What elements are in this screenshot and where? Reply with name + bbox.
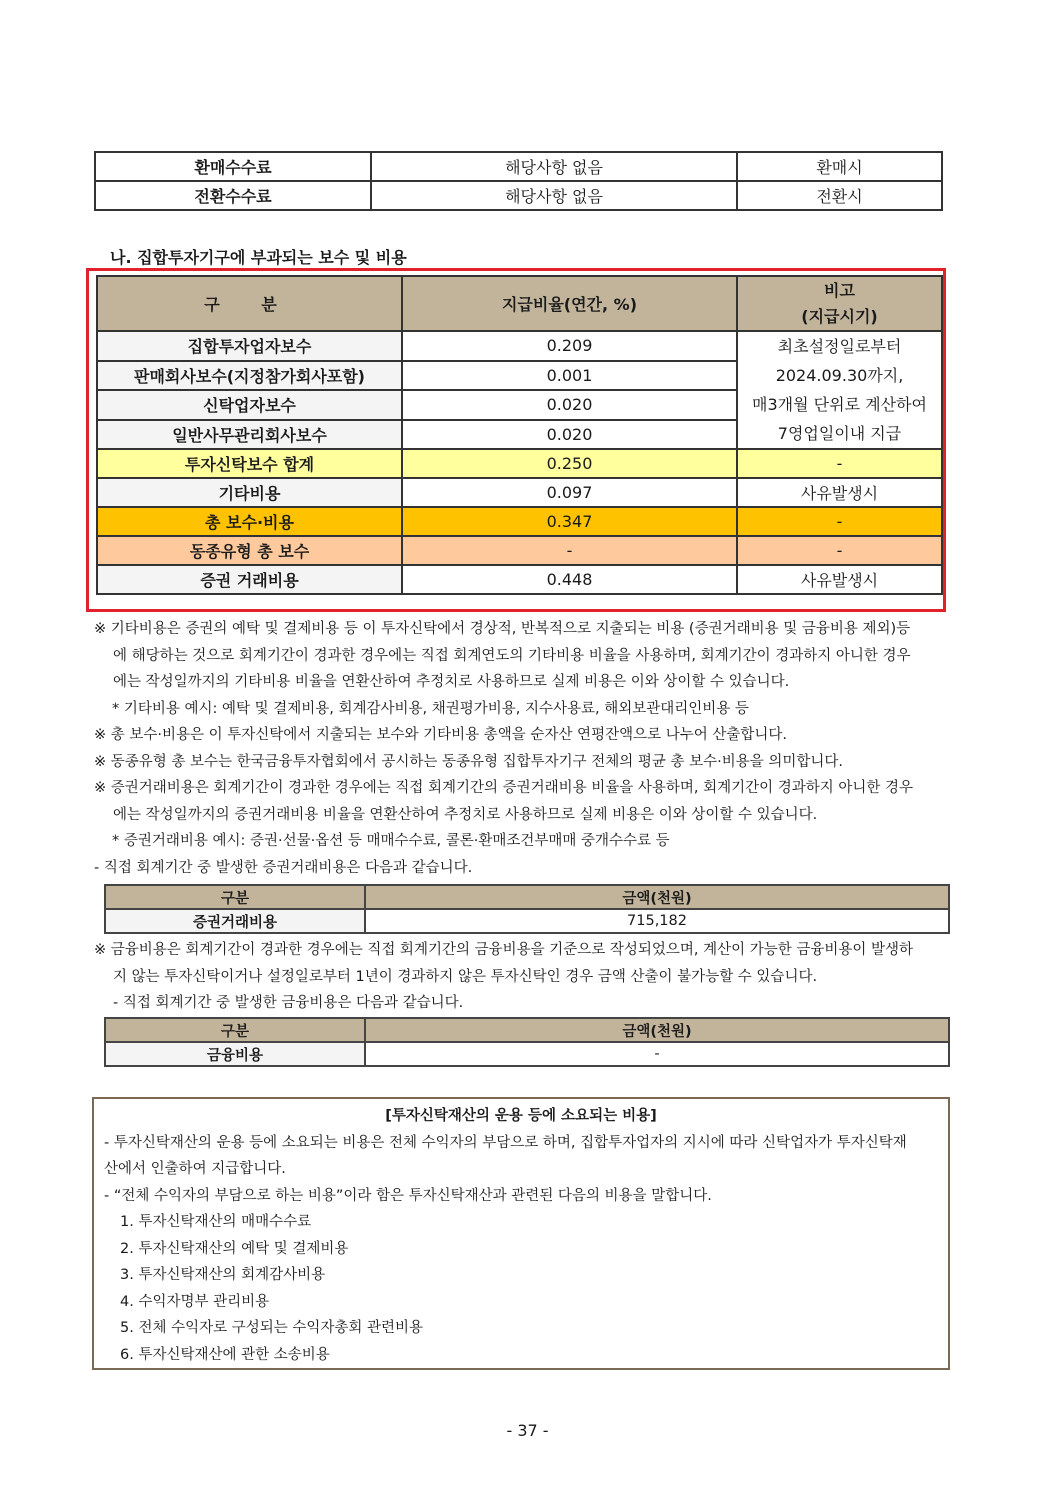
payment-timing-remark: [737, 331, 942, 449]
box-title: [투자신탁재산의 운용 등에 소요되는 비용]: [385, 1108, 657, 1124]
row-value: 0.347: [402, 507, 737, 536]
row-label: 투자신탁보수 합계: [97, 449, 402, 478]
box-line: 산에서 인출하여 지급합니다.: [104, 1161, 286, 1177]
table-row: [97, 507, 942, 536]
row-value: 0.001: [402, 361, 737, 391]
remark-line: 7영업일이내 지급: [777, 424, 902, 443]
row-label: 총 보수·비용: [97, 507, 402, 536]
row-label: 금융비용: [105, 1042, 365, 1066]
header-remark: [737, 276, 942, 331]
header-remark-line2: (지급시기): [801, 306, 878, 326]
row-value: 0.209: [402, 331, 737, 361]
row-label: 일반사무관리회사보수: [97, 420, 402, 450]
list-item: 6. 투자신탁재산에 관한 소송비용: [120, 1346, 330, 1363]
box-line: - 투자신탁재산의 운용 등에 소요되는 비용은 전체 수익자의 부담으로 하며, 집합투자업자의 지시에 따라 신탁업자가 투자신탁재: [104, 1134, 907, 1151]
row-value: 0.097: [402, 478, 737, 507]
header-remark-line1: 비고: [824, 280, 855, 300]
note-line: ※ 기타비용은 증권의 예탁 및 결제비용 등 이 투자신탁에서 경상적, 반복적으로 지출되는 비용 (증권거래비용 및 금융비용 제외)등: [94, 621, 911, 637]
redemption-fee-table: [94, 151, 943, 211]
note-line: * 기타비용 예시: 예탁 및 결제비용, 회계감사비용, 채권평가비용, 지수사용료, 해외보관대리인비용 등: [112, 700, 749, 717]
header-category: 구분: [105, 885, 365, 909]
remark-line: 매3개월 단위로 계산하여: [752, 395, 927, 414]
row-label: 판매회사보수(지정참가회사포함): [97, 361, 402, 391]
note-line: ※ 동종유형 총 보수는 한국금융투자협회에서 공시하는 동종유형 집합투자기구 전체의 평균 총 보수·비용을 의미합니다.: [94, 753, 844, 770]
row-label: 집합투자업자보수: [97, 331, 402, 361]
header-rate: 지급비율(연간, %): [402, 276, 737, 331]
table-row: [97, 536, 942, 565]
fee-value: 해당사항 없음: [371, 181, 737, 210]
list-item: 5. 전체 수익자로 구성되는 수익자총회 관련비용: [120, 1320, 424, 1336]
table-row: [105, 909, 949, 933]
row-label: 동종유형 총 보수: [97, 536, 402, 565]
note-line: 지 않는 투자신탁이거나 설정일로부터 1년이 경과하지 않은 투자신탁인 경우 금액 산출이 불가능할 수 있습니다.: [113, 968, 818, 985]
row-value: 0.250: [402, 449, 737, 478]
fees-and-costs-table: [96, 275, 943, 595]
row-value: 715,182: [365, 909, 949, 933]
note-line: 에는 작성일까지의 증권거래비용 비율을 연환산하여 추정치로 사용하므로 실제 비용은 이와 상이할 수 있습니다.: [113, 806, 818, 823]
finance-cost-notes: [94, 937, 954, 1017]
header-amount: 금액(천원): [365, 885, 949, 909]
remark-line: 최초설정일로부터: [777, 337, 902, 356]
note-line: 에 해당하는 것으로 회계기간이 경과한 경우에는 직접 회계연도의 기타비용 비율을 사용하며, 회계기간이 경과하지 아니한 경우: [113, 647, 911, 664]
fee-label: 전환수수료: [95, 181, 371, 210]
row-value: 0.020: [402, 420, 737, 450]
row-label: 증권거래비용: [105, 909, 365, 933]
box-line: - “전체 수익자의 부담으로 하는 비용”이라 함은 투자신탁재산과 관련된 다음의 비용을 말합니다.: [104, 1187, 712, 1204]
row-value: -: [402, 536, 737, 565]
table-header-row: [105, 885, 949, 909]
row-label: 증권 거래비용: [97, 565, 402, 594]
fee-timing: 환매시: [737, 152, 942, 181]
table-header-row: [97, 276, 942, 331]
row-remark: -: [737, 507, 942, 536]
header-amount: 금액(천원): [365, 1018, 949, 1042]
note-line: * 증권거래비용 예시: 증권·선물·옵션 등 매매수수료, 콜론·환매조건부매매 중개수수료 등: [112, 833, 670, 849]
row-label: 기타비용: [97, 478, 402, 507]
securities-cost-table: [104, 884, 950, 934]
note-line: ※ 총 보수·비용은 이 투자신탁에서 지출되는 보수와 기타비용 총액을 순자산 연평잔액으로 나누어 산출합니다.: [94, 727, 787, 743]
table-row: [97, 449, 942, 478]
table-row: [105, 1042, 949, 1066]
fee-value: 해당사항 없음: [371, 152, 737, 181]
page-number: - 37 -: [506, 1421, 549, 1440]
fee-label: 환매수수료: [95, 152, 371, 181]
header-category: 구 분: [97, 276, 402, 331]
note-line: - 직접 회계기간 중 발생한 금융비용은 다음과 같습니다.: [113, 995, 464, 1011]
row-value: 0.448: [402, 565, 737, 594]
note-line: ※ 증권거래비용은 회계기간이 경과한 경우에는 직접 회계기간의 증권거래비용 비율을 사용하며, 회계기간이 경과하지 아니한 경우: [94, 780, 914, 796]
note-line: - 직접 회계기간 중 발생한 증권거래비용은 다음과 같습니다.: [94, 859, 473, 876]
row-label: 신탁업자보수: [97, 390, 402, 420]
footnotes: [94, 616, 954, 881]
table-row: [95, 181, 942, 210]
finance-cost-table: [104, 1017, 950, 1067]
section-title: 나. 집합투자기구에 부과되는 보수 및 비용: [110, 248, 407, 267]
table-header-row: [105, 1018, 949, 1042]
row-remark: -: [737, 536, 942, 565]
list-item: 1. 투자신탁재산의 매매수수료: [120, 1214, 312, 1230]
operating-costs-box: [92, 1097, 950, 1370]
note-line: 에는 작성일까지의 기타비용 비율을 연환산하여 추정치로 사용하므로 실제 비용은 이와 상이할 수 있습니다.: [113, 674, 790, 690]
table-row: [97, 478, 942, 507]
list-item: 2. 투자신탁재산의 예탁 및 결제비용: [120, 1240, 349, 1257]
table-row: [97, 565, 942, 594]
row-remark: -: [737, 449, 942, 478]
note-line: ※ 금융비용은 회계기간이 경과한 경우에는 직접 회계기간의 금융비용을 기준으로 작성되었으며, 계산이 가능한 금융비용이 발생하: [94, 942, 914, 958]
row-value: -: [365, 1042, 949, 1066]
header-category: 구분: [105, 1018, 365, 1042]
table-row: [95, 152, 942, 181]
row-remark: 사유발생시: [737, 478, 942, 507]
remark-line: 2024.09.30까지,: [775, 366, 904, 385]
list-item: 3. 투자신탁재산의 회계감사비용: [120, 1267, 326, 1283]
row-value: 0.020: [402, 390, 737, 420]
fee-timing: 전환시: [737, 181, 942, 210]
list-item: 4. 수익자명부 관리비용: [120, 1293, 270, 1310]
row-remark: 사유발생시: [737, 565, 942, 594]
table-row: [97, 331, 942, 361]
